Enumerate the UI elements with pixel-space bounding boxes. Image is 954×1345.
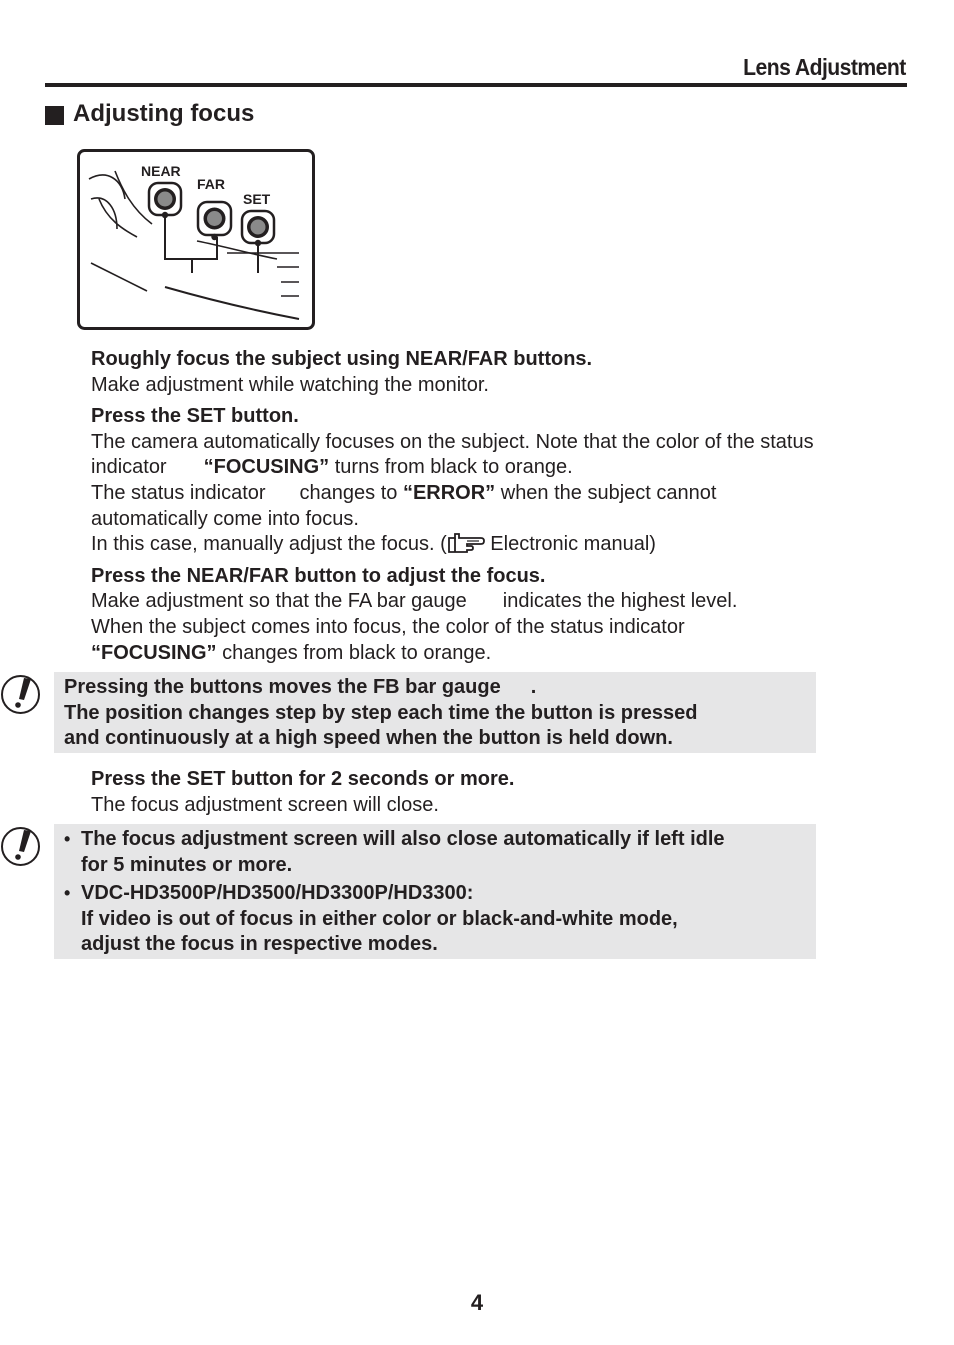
near-label: NEAR	[141, 163, 181, 179]
step-text: In this case, manually adjust the focus. ( Electronic manual)	[91, 533, 656, 556]
step-text: Make adjustment while watching the monitor.	[91, 373, 489, 396]
step-text: When the subject comes into focus, the color of the status indicator	[91, 615, 685, 638]
step-2	[91, 404, 911, 558]
step-text: The camera automatically focuses on the subject. Note that the color of the status	[91, 430, 814, 453]
step-text: The focus adjustment screen will close.	[91, 793, 439, 816]
header-rule	[45, 83, 907, 87]
list-item: • VDC-HD3500P/HD3500/HD3300P/HD3300: If video is out of focus in either color or black-and-white mode, adjust the focus in respective modes.	[64, 882, 678, 956]
step-heading: Press the SET button.	[91, 405, 299, 428]
step-1	[91, 347, 911, 398]
far-label: FAR	[197, 176, 225, 192]
step-heading: Roughly focus the subject using NEAR/FAR buttons.	[91, 348, 593, 370]
note-box-2	[0, 824, 911, 959]
step-text: indicator “FOCUSING” turns from black to orange.	[91, 456, 573, 479]
far-button-illustration	[198, 202, 231, 240]
pointing-hand-icon	[447, 532, 485, 554]
step-text: Make adjustment so that the FA bar gauge indicates the highest level.	[91, 590, 738, 613]
note-content	[54, 824, 816, 959]
list-item: • The focus adjustment screen will also close automatically if left idle for 5 minutes or more.	[64, 828, 725, 876]
note-content: Pressing the buttons moves the FB bar gauge . The position changes step by step each time the button is pressed and continuously at a high speed when the button is held down.	[54, 672, 816, 753]
section-heading	[45, 100, 254, 128]
control-panel-illustration	[77, 149, 315, 330]
step-3	[91, 564, 911, 666]
step-text: “FOCUSING” changes from black to orange.	[91, 641, 492, 664]
note-box-1	[0, 672, 911, 753]
step-text: The status indicator changes to “ERROR” when the subject cannot	[91, 481, 717, 504]
step-heading: Press the SET button for 2 seconds or more.	[91, 767, 515, 790]
set-button-illustration	[242, 211, 274, 246]
section-title: Adjusting focus	[73, 100, 255, 127]
step-text: automatically come into focus.	[91, 507, 359, 530]
near-button-illustration	[149, 183, 181, 218]
square-bullet-icon	[45, 106, 64, 125]
note-exclamation-icon	[0, 674, 41, 715]
procedure-steps	[64, 347, 911, 959]
set-label: SET	[243, 191, 271, 207]
running-header-title: Lens Adjustment	[743, 54, 906, 80]
page-number: 4	[470, 1290, 484, 1315]
note-exclamation-icon	[0, 826, 41, 867]
step-4	[91, 767, 911, 818]
step-heading: Press the NEAR/FAR button to adjust the focus.	[91, 564, 546, 587]
